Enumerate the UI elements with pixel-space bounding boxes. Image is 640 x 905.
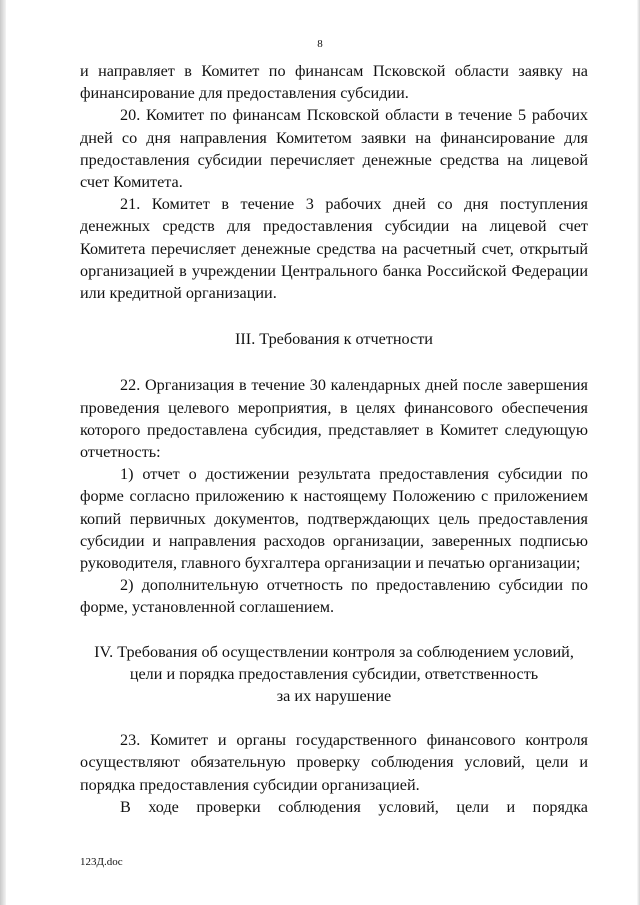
paragraph-22-item-1: 1) отчет о достижении результата предоставления субсидии по форме согласно приложению к настоящему Положению с приложением копий первичных документов, подтверждающих цель предоставления субсидии и направления расходов организации, заверенных подписью руководителя, главного бухгалтера организации и печатью организации; [80, 465, 588, 573]
paragraph-continuation: и направляет в Комитет по финансам Псковской области заявку на финансирование для предоставления субсидии. [80, 62, 588, 103]
section-heading-4-line-3: за их нарушение [276, 687, 392, 706]
paragraph-22-item-2: 2) дополнительную отчетность по предоставлению субсидии по форме, установленной соглашением. [80, 576, 588, 617]
paragraph-22: 22. Организация в течение 30 календарных дней после завершения проведения целевого мероприятия, в целях финансового обеспечения которого предоставлена субсидия, представляет в Комитет следующую отчетность: [80, 376, 588, 462]
paragraph-21: 21. Комитет в течение 3 рабочих дней со дня поступления денежных средств для предоставления субсидии на лицевой счет Комитета перечисляет денежные средства на расчетный счет, открытый организацией в учреждении Центрального банка Российской Федерации или кредитной организации. [80, 195, 588, 303]
document-body [80, 60, 588, 818]
scan-edge-left [0, 0, 6, 905]
section-heading-4 [80, 641, 588, 708]
paragraph-continued: В ходе проверки соблюдения условий, цели и порядка [120, 797, 588, 816]
paragraph-20: 20. Комитет по финансам Псковской области в течение 5 рабочих дней со дня направления Комитетом заявки на финансирование для предоставления субсидии перечисляет денежные средства на лицевой счет Комитета. [80, 106, 588, 192]
footer-filename: 123Д.doc [80, 856, 123, 868]
paragraph-23: 23. Комитет и органы государственного финансового контроля осуществляют обязательную проверку соблюдения условий, цели и порядка предоставления субсидии организацией. [80, 731, 588, 794]
section-heading-3: III. Требования к отчетности [235, 330, 433, 349]
page-number: 8 [317, 38, 323, 50]
section-heading-4-line-1: IV. Требования об осуществлении контроля за соблюдением условий, [94, 642, 574, 661]
section-heading-4-line-2: цели и порядка предоставления субсидии, ответственность [129, 664, 539, 683]
